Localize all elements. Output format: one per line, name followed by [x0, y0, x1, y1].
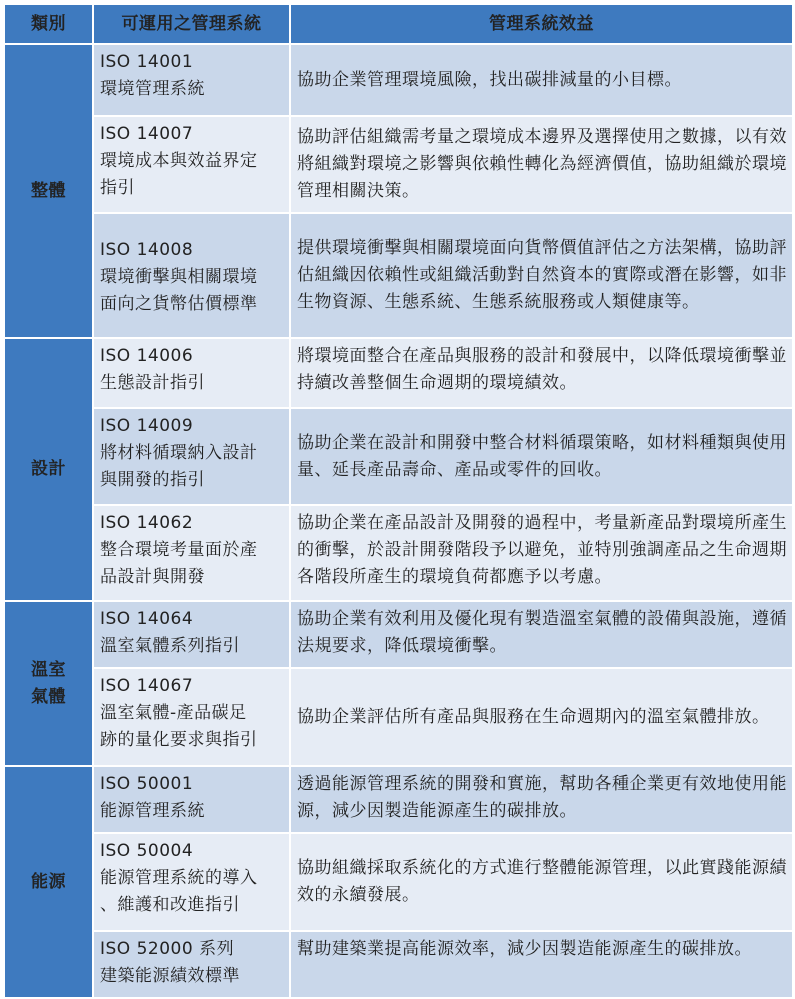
standard-code: ISO 14067	[100, 676, 194, 696]
standard-code: ISO 52000 系列	[100, 939, 235, 959]
table-row	[4, 601, 793, 668]
standard-cell	[93, 408, 290, 505]
standard-name: 環境衝擊與相關環境	[100, 267, 258, 287]
benefit-cell: 協助組織採取系統化的方式進行整體能源管理，以此實踐能源績效的永續發展。	[290, 833, 793, 931]
standard-cell	[93, 833, 290, 931]
benefit-cell: 協助企業在設計和開發中整合材料循環策略，如材料種類與使用量、延長產品壽命、產品或零件的回收。	[290, 408, 793, 505]
category-cell	[4, 601, 93, 766]
table-row	[4, 505, 793, 601]
standard-name: 環境管理系統	[100, 79, 205, 99]
category-cell: 整體	[4, 44, 93, 338]
standard-cell	[93, 505, 290, 601]
table-row	[4, 44, 793, 116]
benefit-cell: 透過能源管理系統的開發和實施，幫助各種企業更有效地使用能源，減少因製造能源產生的碳排放。	[290, 766, 793, 833]
standard-name: 建築能源績效標準	[100, 966, 240, 986]
standard-code: ISO 50001	[100, 774, 194, 794]
standard-name: 溫室氣體-產品碳足	[100, 703, 247, 723]
standard-name: 能源管理系統的導入	[100, 868, 258, 888]
standard-code: ISO 50004	[100, 841, 194, 861]
standard-name: 將材料循環納入設計	[100, 443, 258, 463]
benefit-cell: 協助評估組織需考量之環境成本邊界及選擇使用之數據，以有效將組織對環境之影響與依賴性轉化為經濟價值，協助組織於環境管理相關決策。	[290, 116, 793, 213]
standard-name: 生態設計指引	[100, 373, 205, 393]
standard-cell	[93, 766, 290, 833]
category-cell: 能源	[4, 766, 93, 998]
table-row	[4, 408, 793, 505]
standard-name: 環境成本與效益界定	[100, 151, 258, 171]
category-cell: 設計	[4, 338, 93, 601]
standard-code: ISO 14062	[100, 513, 194, 533]
table-row	[4, 213, 793, 338]
benefit-cell: 將環境面整合在產品與服務的設計和發展中，以降低環境衝擊並持續改善整個生命週期的環境績效。	[290, 338, 793, 408]
table-row	[4, 931, 793, 998]
standard-name: 能源管理系統	[100, 801, 205, 821]
table-row	[4, 116, 793, 213]
table-row	[4, 668, 793, 766]
standard-name: 溫室氣體系列指引	[100, 636, 240, 656]
standard-cell	[93, 44, 290, 116]
standard-name: 指引	[100, 178, 135, 198]
standard-cell	[93, 931, 290, 998]
benefit-cell: 提供環境衝擊與相關環境面向貨幣價值評估之方法架構，協助評估組織因依賴性或組織活動對自然資本的實際或潛在影響，如非生物資源、生態系統、生態系統服務或人類健康等。	[290, 213, 793, 338]
table-row	[4, 833, 793, 931]
standard-name: 整合環境考量面於產	[100, 540, 258, 560]
standard-name: 面向之貨幣估價標準	[100, 294, 258, 314]
standard-code: ISO 14006	[100, 346, 194, 366]
standard-name: 與開發的指引	[100, 470, 205, 490]
standard-cell	[93, 601, 290, 668]
standard-code: ISO 14007	[100, 124, 194, 144]
standard-code: ISO 14009	[100, 416, 194, 436]
standard-cell	[93, 116, 290, 213]
category-line: 溫室	[31, 659, 66, 680]
benefit-cell: 協助企業在產品設計及開發的過程中，考量新產品對環境所產生的衝擊，於設計開發階段予以避免，並特別強調產品之生命週期各階段所產生的環境負荷都應予以考慮。	[290, 505, 793, 601]
standard-cell	[93, 213, 290, 338]
standard-code: ISO 14064	[100, 609, 194, 629]
benefit-cell: 協助企業評估所有產品與服務在生命週期內的溫室氣體排放。	[290, 668, 793, 766]
standard-name: 跡的量化要求與指引	[100, 730, 258, 750]
benefit-cell: 幫助建築業提高能源效率，減少因製造能源產生的碳排放。	[290, 931, 793, 998]
benefit-cell: 協助企業有效利用及優化現有製造溫室氣體的設備與設施，遵循法規要求，降低環境衝擊。	[290, 601, 793, 668]
category-line: 氣體	[31, 686, 66, 707]
standard-code: ISO 14001	[100, 52, 194, 72]
standard-cell	[93, 338, 290, 408]
standard-cell	[93, 668, 290, 766]
iso-standards-table	[3, 3, 794, 999]
standard-name: 品設計與開發	[100, 567, 205, 587]
header-category: 類別	[4, 4, 93, 44]
benefit-cell: 協助企業管理環境風險，找出碳排減量的小目標。	[290, 44, 793, 116]
table-row	[4, 338, 793, 408]
standard-name: 、維護和改進指引	[100, 895, 240, 915]
table-header-row	[4, 4, 793, 44]
header-standard: 可運用之管理系統	[93, 4, 290, 44]
table-row	[4, 766, 793, 833]
standard-code: ISO 14008	[100, 240, 194, 260]
header-benefit: 管理系統效益	[290, 4, 793, 44]
